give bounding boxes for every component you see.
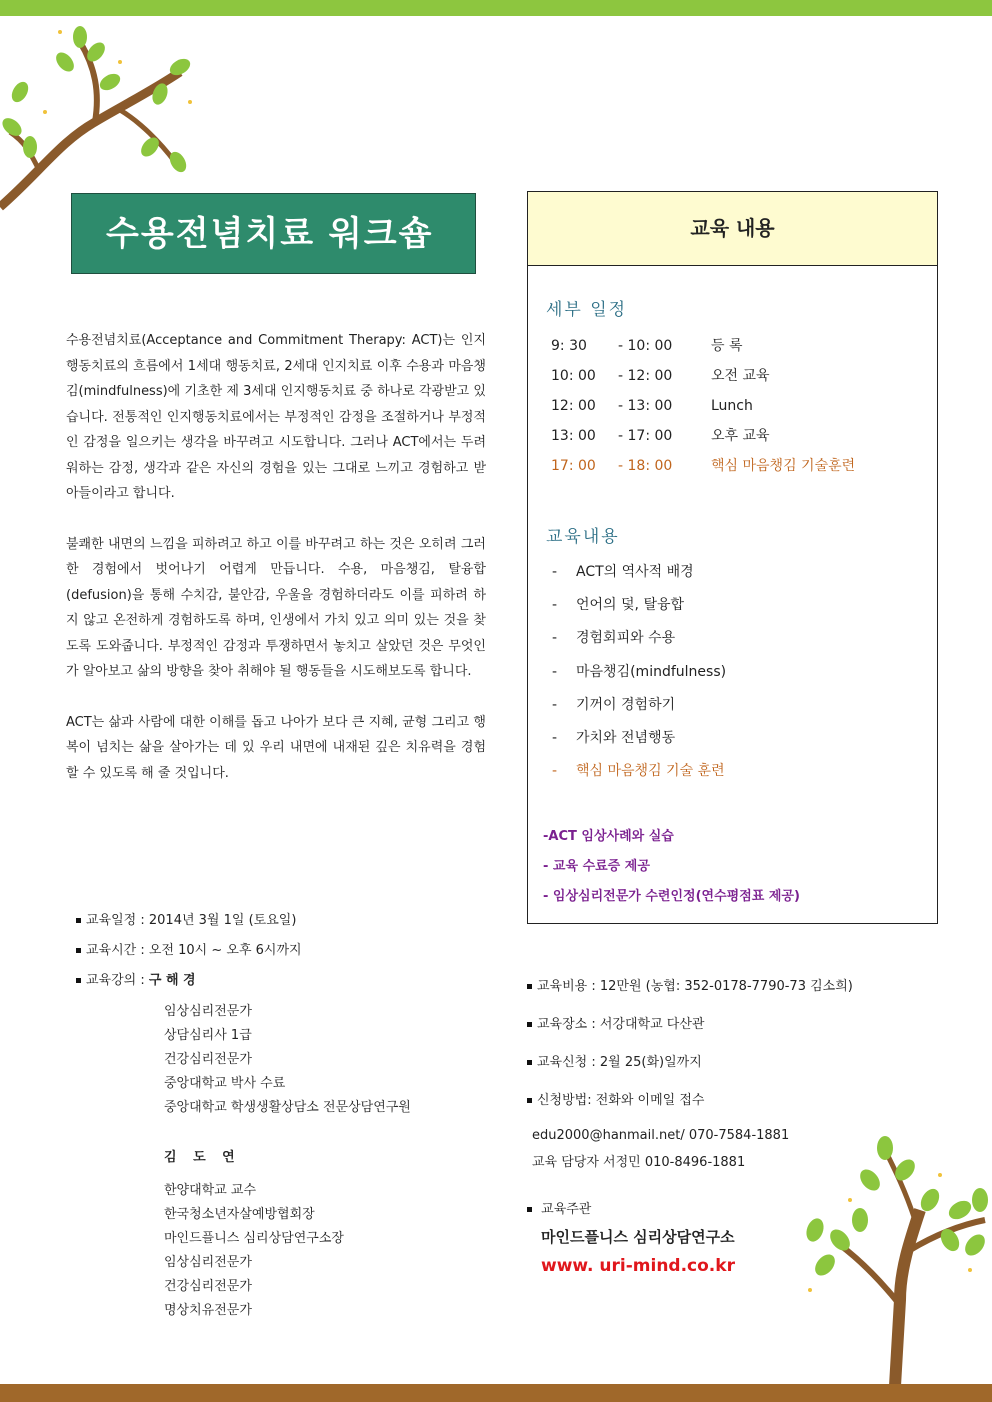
content-title: 교육내용 <box>546 527 620 547</box>
date-value: : 2014년 3월 1일 (토요일) <box>140 913 297 928</box>
bullet-icon <box>527 984 532 989</box>
organizer-label-row <box>527 1198 591 1217</box>
extra-item: - 교육 수료증 제공 <box>543 859 650 874</box>
schedule-row <box>551 454 855 484</box>
intro-text <box>66 328 486 811</box>
intro-paragraph-3: ACT는 삶과 사람에 대한 이해를 돕고 나아가 보다 큰 지혜, 균형 그리고 행복이 넘치는 삶을 살아가는 데 있 우리 내면에 내재된 깊은 치유력을 경험할 수 있도록 해 줄 것입니다. <box>66 714 486 781</box>
schedule-end: - 13: 00 <box>618 398 673 414</box>
branch-decoration-top <box>0 22 205 212</box>
apply-text: 교육신청 : 2월 25(화)일까지 <box>537 1055 702 1070</box>
schedule-start: 17: 00 <box>551 458 596 474</box>
content-item: - ACT의 역사적 배경 <box>552 564 694 580</box>
credential-item: 명상치유전문가 <box>164 1303 252 1318</box>
time-label: 교육시간 <box>86 943 141 958</box>
extras-list <box>543 826 800 916</box>
organizer-label: 교육주관 <box>537 1202 592 1217</box>
content-text: 핵심 마음챙김 기술 훈련 <box>576 763 725 780</box>
schedule-row <box>551 364 855 394</box>
manager-contact: 교육 담당자 서정민 010-8496-1881 <box>532 1155 746 1170</box>
panel-header: 교육 내용 <box>528 192 937 266</box>
schedule-end: - 17: 00 <box>618 428 673 444</box>
lecturer2-credentials <box>164 1179 344 1323</box>
credential-item: 건강심리전문가 <box>164 1279 252 1294</box>
lecturer-label: 교육강의 : <box>86 973 149 988</box>
credential-item: 한양대학교 교수 <box>164 1183 257 1198</box>
schedule-label: 오후 교육 <box>711 428 770 444</box>
top-bar <box>0 0 992 16</box>
credential-item: 마인드플니스 심리상담연구소장 <box>164 1231 344 1246</box>
contact-info <box>532 1122 789 1176</box>
lecturer1-credentials <box>164 1000 411 1120</box>
schedule-title: 세부 일정 <box>546 300 628 320</box>
email-phone: edu2000@hanmail.net/ 070-7584-1881 <box>532 1128 790 1143</box>
date-label: 교육일정 <box>86 913 141 928</box>
content-text: ACT의 역사적 배경 <box>576 564 694 580</box>
tree-decoration-bottom <box>800 1130 992 1386</box>
bullet-icon <box>76 918 81 923</box>
schedule-start: 9: 30 <box>551 338 587 354</box>
content-text: 언어의 덫, 탈융합 <box>576 597 685 614</box>
credential-item: 임상심리전문가 <box>164 1255 252 1270</box>
schedule-list <box>551 334 855 484</box>
schedule-start: 10: 00 <box>551 368 596 384</box>
credential-item: 상담심리사 1급 <box>164 1028 252 1043</box>
credential-item: 임상심리전문가 <box>164 1004 252 1019</box>
intro-paragraph-2: 불쾌한 내면의 느낌을 피하려고 하고 이를 바꾸려고 하는 것은 오히려 그러한 경험에서 벗어나기 어렵게 만듭니다. 수용, 마음챙김, 탈융합(defusion)을 통해 수치감, 불안감, 우울을 경험하더라도 이를 피하려 하지 않고 온전하게 경험하도록 하며, 인생에서 가치 있고 의미 있는 것을 찾도록 도와줍니다. 부정적인 감정과 투쟁하면서 놓치고 살았던 것은 무엇인가 알아보고 삶의 방향을 찾아 취해야 될 행동들을 시도해보도록 합니다. <box>66 536 486 679</box>
schedule-row <box>551 334 855 364</box>
bottom-bar <box>0 1384 992 1402</box>
method-text: 신청방법: 전화와 이메일 접수 <box>537 1093 705 1108</box>
lecturer1-name: 구 해 경 <box>148 973 196 988</box>
extra-item: -ACT 임상사례와 실습 <box>543 829 674 844</box>
content-list <box>552 560 726 792</box>
page-title: 수용전념치료 워크숍 <box>71 193 476 274</box>
credential-item: 중앙대학교 박사 수료 <box>164 1076 286 1091</box>
right-info <box>527 976 853 1128</box>
credential-item: 한국청소년자살예방협회장 <box>164 1207 315 1222</box>
schedule-end: - 10: 00 <box>618 338 673 354</box>
schedule-label: 등 록 <box>711 338 743 354</box>
time-value: : 오전 10시 ~ 오후 6시까지 <box>140 943 302 958</box>
content-item: - 가치와 전념행동 <box>552 729 676 746</box>
bullet-icon <box>527 1022 532 1027</box>
schedule-start: 12: 00 <box>551 398 596 414</box>
extra-item: - 임상심리전문가 수련인정(연수평점표 제공) <box>543 889 800 904</box>
content-text: 기꺼이 경험하기 <box>576 696 676 713</box>
organizer-url[interactable]: www. uri-mind.co.kr <box>541 1256 735 1276</box>
credential-item: 중앙대학교 학생생활상담소 전문상담연구원 <box>164 1100 411 1115</box>
content-item: - 기꺼이 경험하기 <box>552 696 676 713</box>
education-info <box>76 909 302 999</box>
content-item: - 언어의 덫, 탈융합 <box>552 597 685 614</box>
bullet-icon <box>76 948 81 953</box>
bullet-icon <box>527 1098 532 1103</box>
place-text: 교육장소 : 서강대학교 다산관 <box>537 1017 705 1032</box>
intro-paragraph-1: 수용전념치료(Acceptance and Commitment Therapy: ACT)는 인지행동치료의 흐름에서 1세대 행동치료, 2세대 인지치료 이후 수용과 마음챙김(mindfulness)에 기초한 제 3세대 인지행동치료 중 하나로 각광받고 있습니다. 전통적인 인지행동치료에서는 부정적인 감정을 조절하거나 부정적인 감정을 일으키는 생각을 바꾸려고 시도합니다. 그러나 ACT에서는 두려워하는 감정, 생각과 같은 자신의 경험을 있는 그대로 느끼고 경험하고 받아들이라고 합니다. <box>66 333 486 501</box>
schedule-label: 오전 교육 <box>711 368 770 384</box>
schedule-start: 13: 00 <box>551 428 596 444</box>
content-item: - 핵심 마음챙김 기술 훈련 <box>552 763 725 780</box>
schedule-end: - 18: 00 <box>618 458 673 474</box>
schedule-label: Lunch <box>711 398 753 414</box>
lecturer2-name: 김 도 연 <box>164 1150 241 1165</box>
schedule-row <box>551 394 855 424</box>
schedule-row <box>551 424 855 454</box>
content-text: 마음챙김(mindfulness) <box>576 663 727 680</box>
schedule-label: 핵심 마음챙김 기술훈련 <box>711 458 856 474</box>
cost-text: 교육비용 : 12만원 (농협: 352-0178-7790-73 김소희) <box>537 979 853 994</box>
organizer-name: 마인드플니스 심리상담연구소 <box>541 1228 735 1246</box>
bullet-icon <box>527 1207 532 1212</box>
schedule-end: - 12: 00 <box>618 368 673 384</box>
content-text: 경험회피와 수용 <box>576 630 676 647</box>
bullet-icon <box>527 1060 532 1065</box>
bullet-icon <box>76 978 81 983</box>
content-item: - 마음챙김(mindfulness) <box>552 663 727 680</box>
credential-item: 건강심리전문가 <box>164 1052 252 1067</box>
content-text: 가치와 전념행동 <box>576 729 676 746</box>
content-item: - 경험회피와 수용 <box>552 630 676 647</box>
